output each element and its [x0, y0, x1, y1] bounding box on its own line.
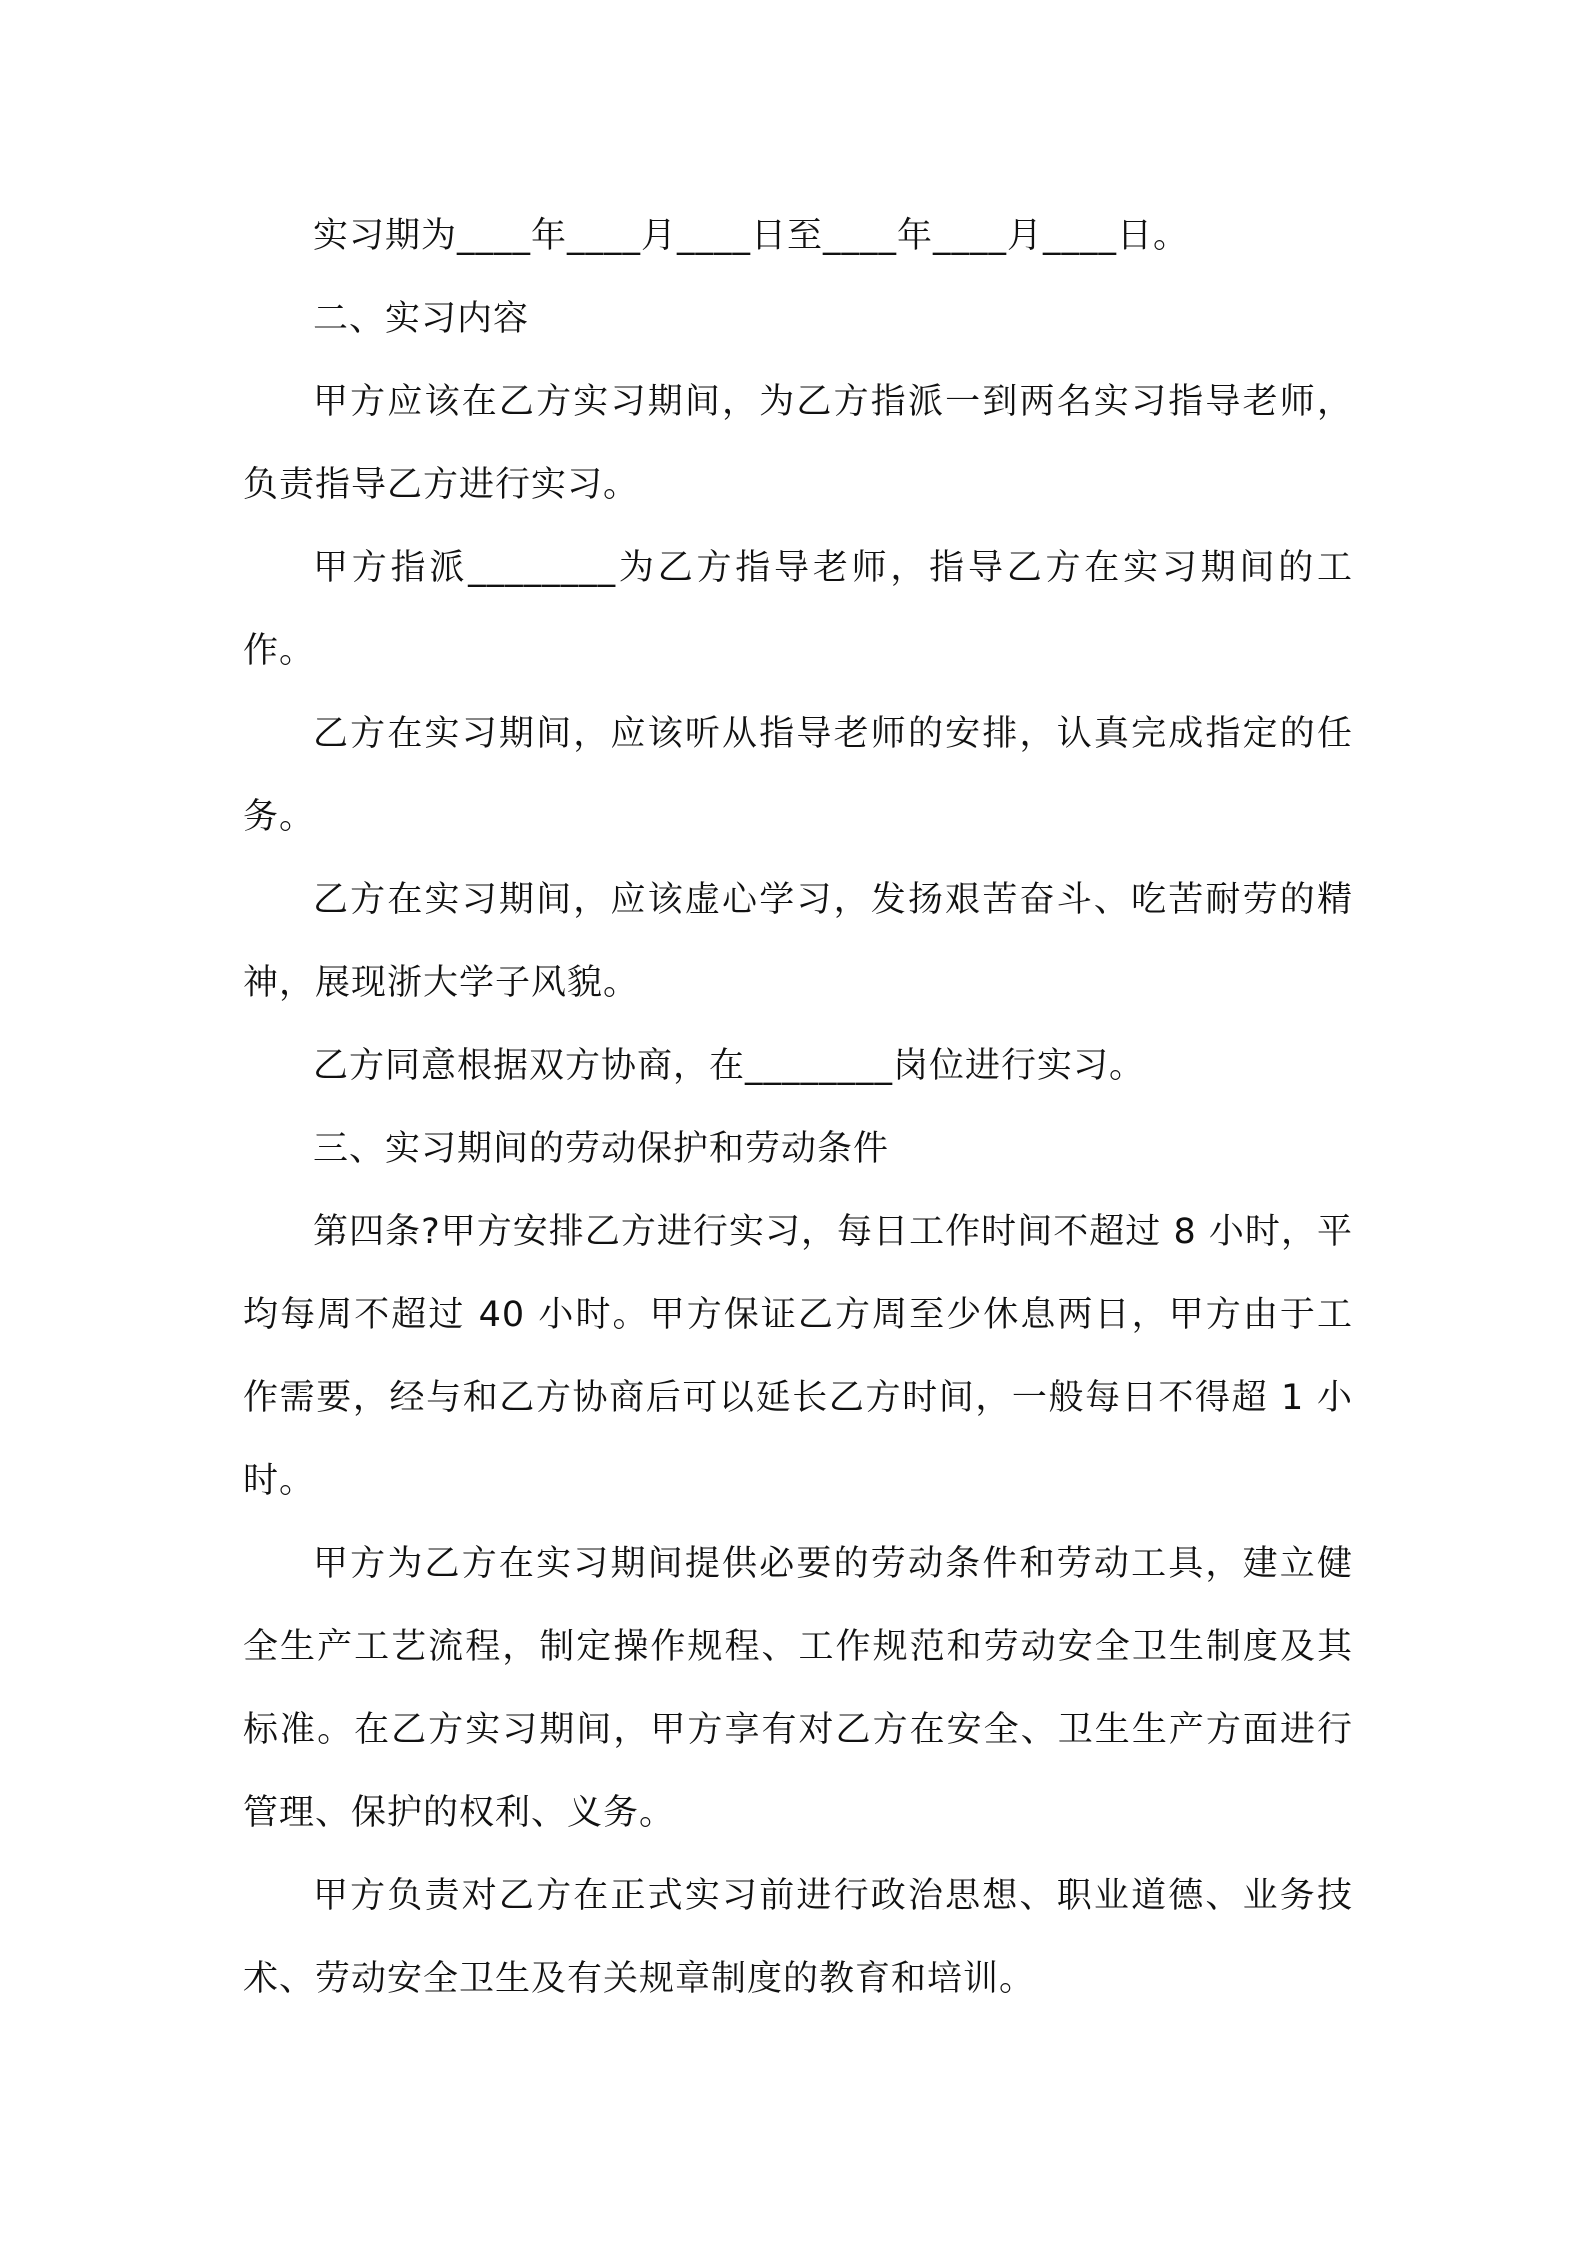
section-heading-labor-protection: 三、实习期间的劳动保护和劳动条件 — [313, 1129, 890, 1169]
mentor-assignment-paragraph: 甲方应该在乙方实习期间，为乙方指派一到两名实习指导老师，负责指导乙方进行实习。 — [243, 382, 1353, 505]
mentor-name-paragraph: 甲方指派________为乙方指导老师，指导乙方在实习期间的工作。 — [243, 548, 1353, 671]
section-heading-internship-content: 二、实习内容 — [313, 299, 530, 339]
working-conditions-paragraph: 甲方为乙方在实习期间提供必要的劳动条件和劳动工具，建立健全生产工艺流程，制定操作规程、工作规范和劳动安全卫生制度及其标准。在乙方实习期间，甲方享有对乙方在安全、卫生生产方面进行管理、保护的权利、义务。 — [243, 1544, 1353, 1833]
follow-instructions-paragraph: 乙方在实习期间，应该听从指导老师的安排，认真完成指定的任务。 — [243, 714, 1353, 837]
article-four-paragraph: 第四条?甲方安排乙方进行实习，每日工作时间不超过 8 小时，平均每周不超过 40 小时。甲方保证乙方周至少休息两日，甲方由于工作需要，经与和乙方协商后可以延长乙方时间，一般每日不得超 1 小时。 — [243, 1212, 1353, 1501]
document-body — [243, 195, 1353, 2021]
position-agreement-paragraph: 乙方同意根据双方协商，在________岗位进行实习。 — [313, 1046, 1146, 1086]
internship-period-paragraph: 实习期为____年____月____日至____年____月____日。 — [313, 216, 1190, 256]
training-paragraph: 甲方负责对乙方在正式实习前进行政治思想、职业道德、业务技术、劳动安全卫生及有关规章制度的教育和培训。 — [243, 1876, 1353, 1999]
learning-attitude-paragraph: 乙方在实习期间，应该虚心学习，发扬艰苦奋斗、吃苦耐劳的精神，展现浙大学子风貌。 — [243, 880, 1353, 1003]
